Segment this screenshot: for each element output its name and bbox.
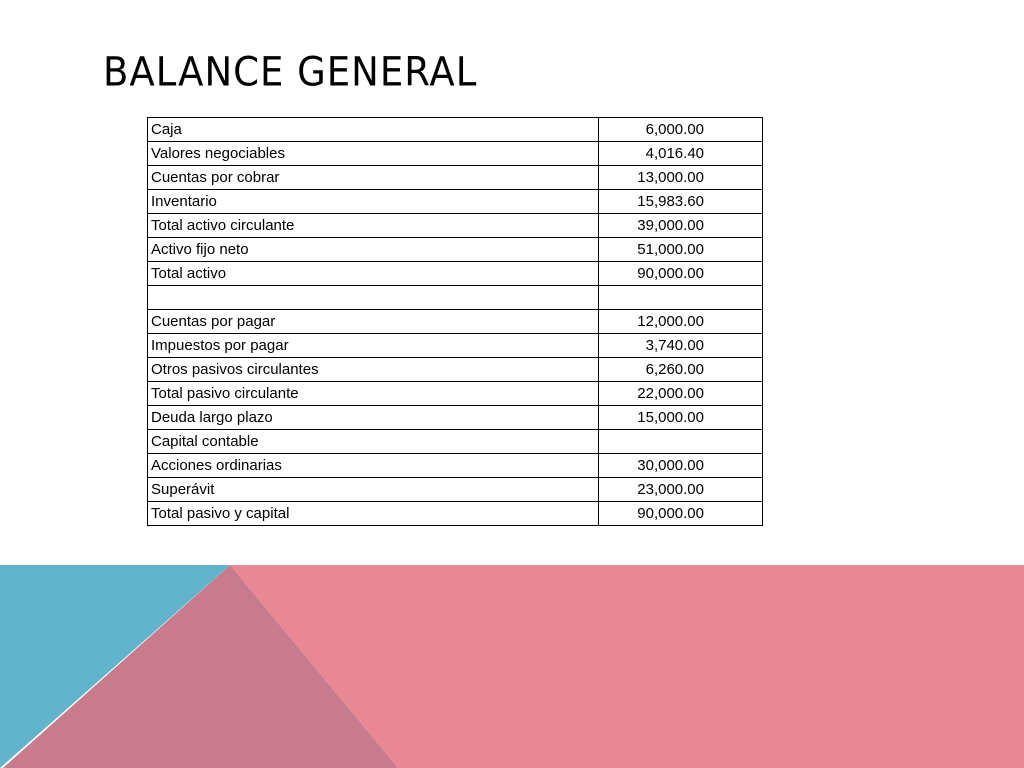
- balance-sheet-table: [147, 117, 763, 526]
- row-value: [599, 286, 763, 310]
- table-row: [148, 214, 763, 238]
- table-row: [148, 262, 763, 286]
- table-row: [148, 166, 763, 190]
- row-label: Superávit: [148, 478, 599, 502]
- row-value: 4,016.40: [599, 142, 763, 166]
- table-row: [148, 406, 763, 430]
- row-label: [148, 286, 599, 310]
- table-row: [148, 382, 763, 406]
- row-value: 6,000.00: [599, 118, 763, 142]
- table-row: [148, 430, 763, 454]
- row-label: Activo fijo neto: [148, 238, 599, 262]
- row-label: Cuentas por cobrar: [148, 166, 599, 190]
- row-value: 15,000.00: [599, 406, 763, 430]
- table-row: [148, 190, 763, 214]
- row-value: 23,000.00: [599, 478, 763, 502]
- decorative-footer: [0, 565, 1024, 768]
- row-label: Inventario: [148, 190, 599, 214]
- row-label: Acciones ordinarias: [148, 454, 599, 478]
- row-label: Total activo circulante: [148, 214, 599, 238]
- row-label: Total pasivo y capital: [148, 502, 599, 526]
- row-value: 30,000.00: [599, 454, 763, 478]
- table-row: [148, 478, 763, 502]
- row-label: Deuda largo plazo: [148, 406, 599, 430]
- row-value: 22,000.00: [599, 382, 763, 406]
- row-value: 6,260.00: [599, 358, 763, 382]
- row-label: Total pasivo circulante: [148, 382, 599, 406]
- row-value: 3,740.00: [599, 334, 763, 358]
- table-row: [148, 310, 763, 334]
- table-row: [148, 358, 763, 382]
- row-value: 15,983.60: [599, 190, 763, 214]
- row-value: 90,000.00: [599, 502, 763, 526]
- row-value: [599, 430, 763, 454]
- row-value: 51,000.00: [599, 238, 763, 262]
- slide-title: BALANCE GENERAL: [103, 48, 478, 96]
- row-label: Valores negociables: [148, 142, 599, 166]
- table-row: [148, 286, 763, 310]
- row-label: Capital contable: [148, 430, 599, 454]
- row-label: Caja: [148, 118, 599, 142]
- table-row: [148, 502, 763, 526]
- row-label: Total activo: [148, 262, 599, 286]
- row-value: 12,000.00: [599, 310, 763, 334]
- row-value: 39,000.00: [599, 214, 763, 238]
- row-value: 90,000.00: [599, 262, 763, 286]
- row-label: Impuestos por pagar: [148, 334, 599, 358]
- table-row: [148, 454, 763, 478]
- row-label: Otros pasivos circulantes: [148, 358, 599, 382]
- table-row: [148, 238, 763, 262]
- row-label: Cuentas por pagar: [148, 310, 599, 334]
- table-row: [148, 334, 763, 358]
- table-row: [148, 118, 763, 142]
- table-row: [148, 142, 763, 166]
- row-value: 13,000.00: [599, 166, 763, 190]
